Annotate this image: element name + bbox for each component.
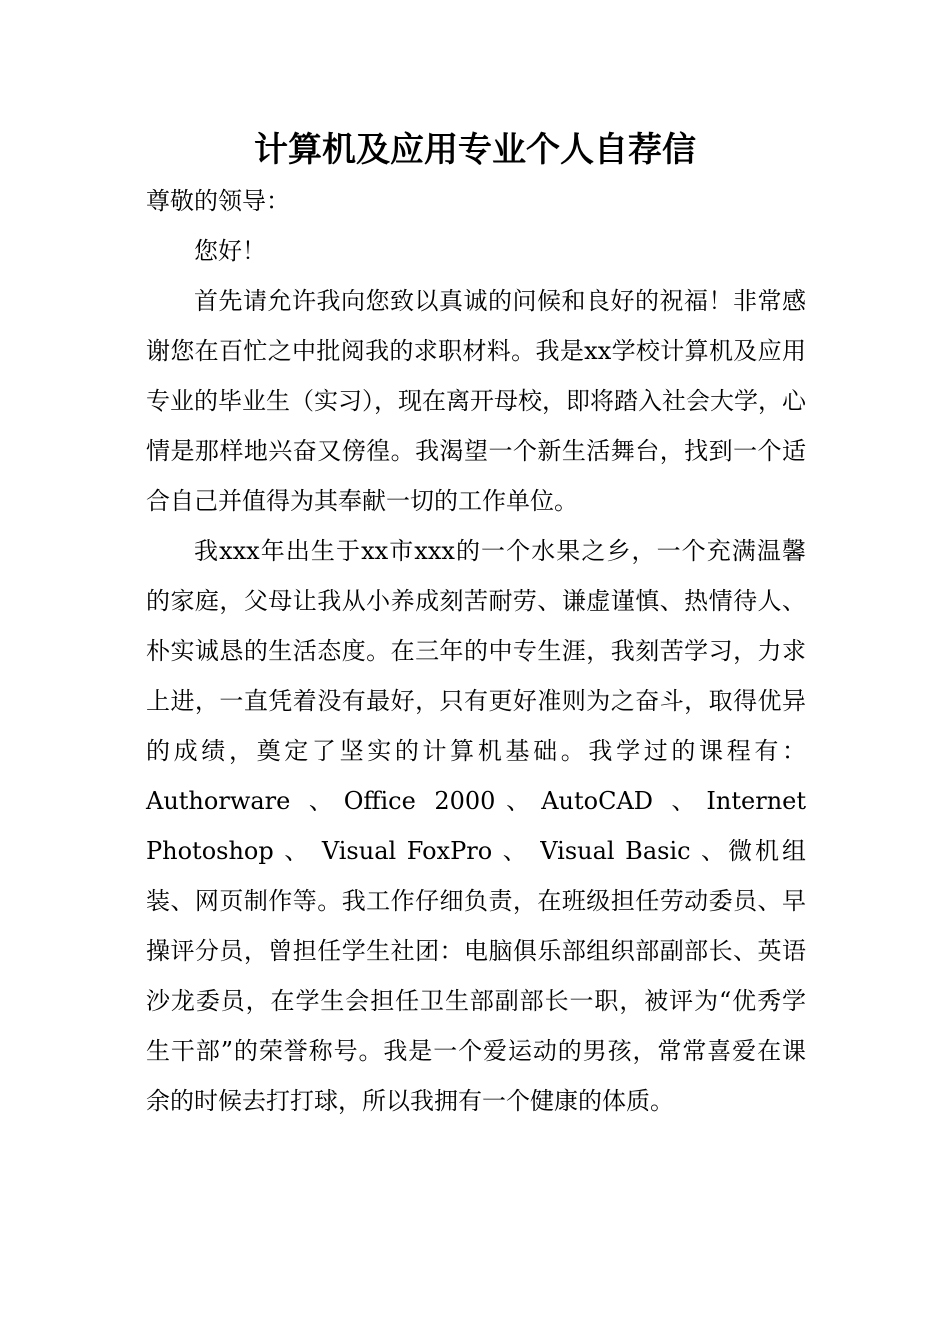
greeting: 您好！ [194,237,266,265]
paragraph-intro: 首先请允许我向您致以真诚的问候和良好的祝福！非常感谢您在百忙之中批阅我的求职材料。我是xx学校计算机及应用专业的毕业生（实习），现在离开母校，即将踏入社会大学，心情是那样地兴奋又傍徨。我渴望一个新生活舞台，找到一个适合自己并值得为其奉献一切的工作单位。 [146,287,806,515]
document-title: 计算机及应用专业个人自荐信 [254,130,696,170]
paragraph-background: 我xxx年出生于xx市xxx的一个水果之乡，一个充满温馨的家庭，父母让我从小养成刻苦耐劳、谦虚谨慎、热情待人、朴实诚恳的生活态度。在三年的中专生涯，我刻苦学习，力求上进，一直凭着没有最好，只有更好准则为之奋斗，取得优异的成绩，奠定了坚实的计算机基础。我学过的课程有：Authorware 、Office 2000、AutoCAD 、Internet Photoshop 、 Visual FoxPro 、 Visual Basic 、微机组装、网页制作等。我工作仔细负责，在班级担任劳动委员、早操评分员，曾担任学生社团：电脑俱乐部组织部副部长、英语沙龙委员，在学生会担任卫生部副部长一职，被评为“优秀学生干部”的荣誉称号。我是一个爱运动的男孩，常常喜爱在课余的时候去打打球，所以我拥有一个健康的体质。 [146,537,806,1115]
salutation: 尊敬的领导： [146,187,290,215]
letter-body [146,176,806,1126]
